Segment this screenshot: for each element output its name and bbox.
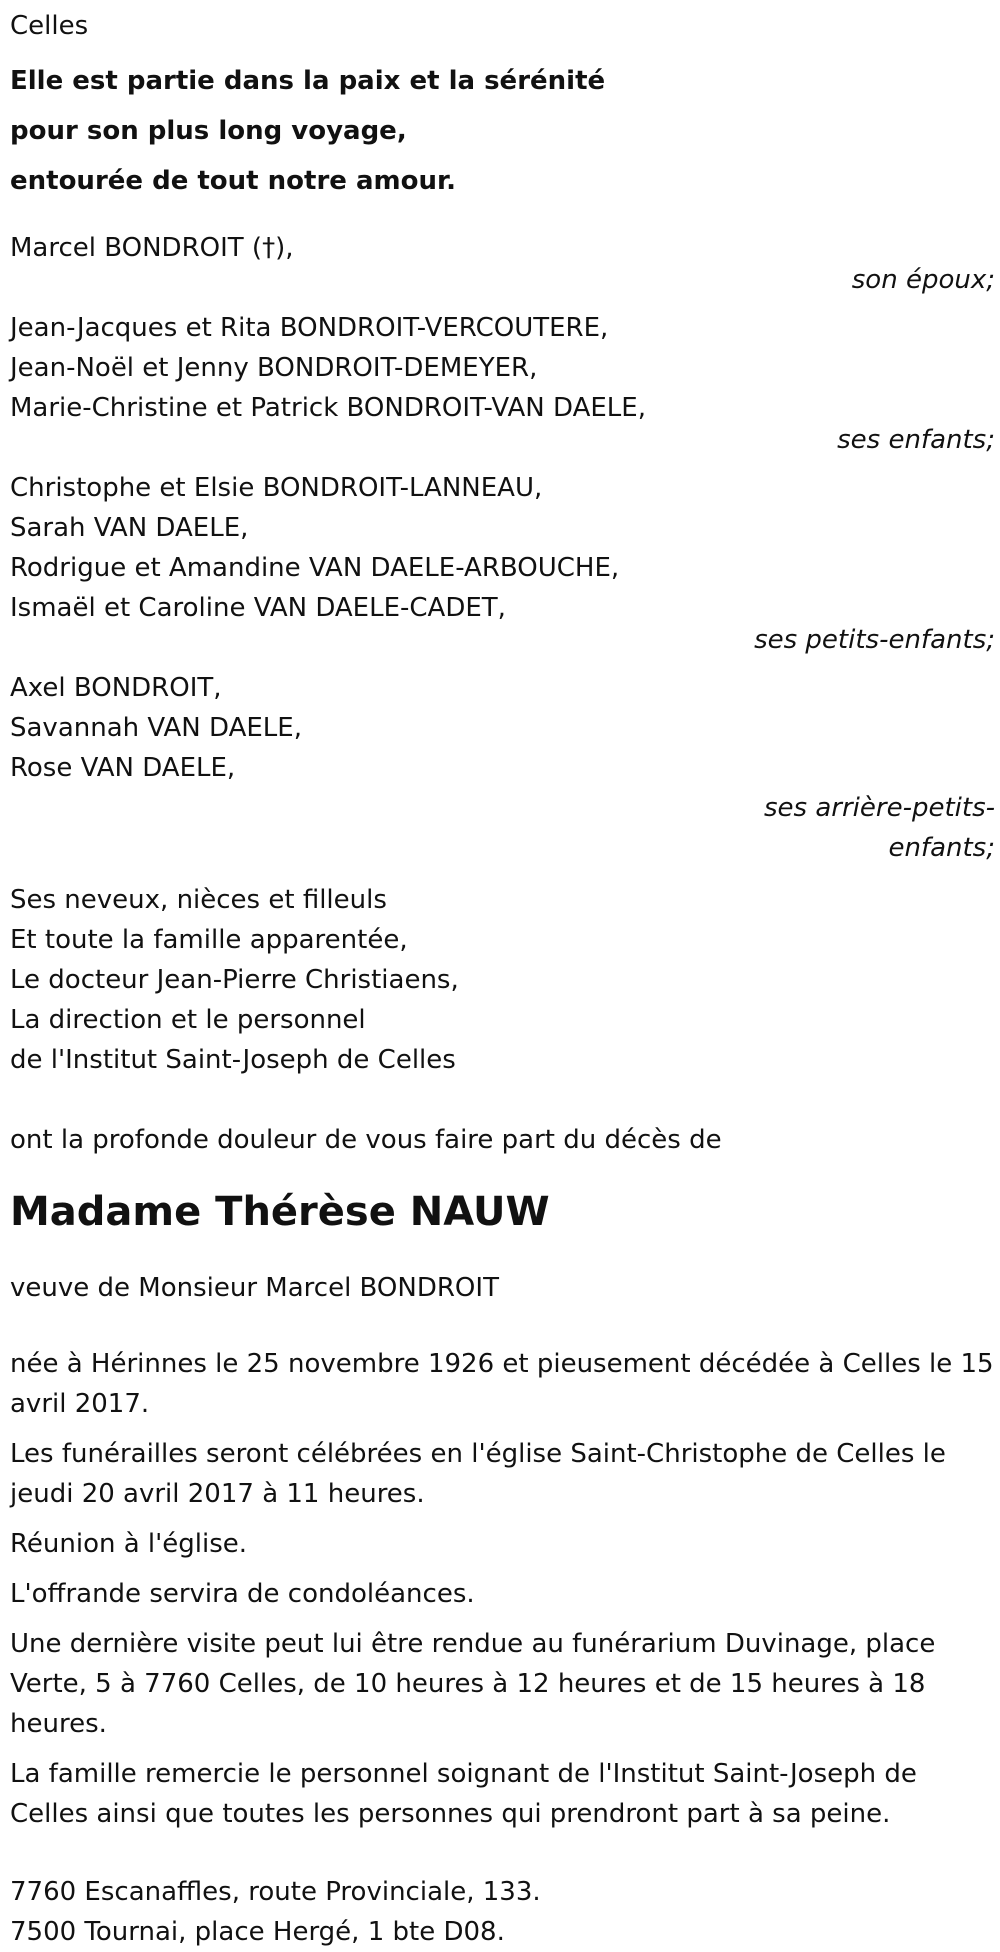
family-name: Marcel BONDROIT (†),: [10, 233, 294, 263]
address-line: 7760 Escanaffles, route Provinciale, 133.: [10, 1877, 541, 1907]
family-name: Rodrigue et Amandine VAN DAELE-ARBOUCHE,: [10, 553, 620, 583]
deceased-name: Madame Thérèse NAUW: [10, 1189, 550, 1235]
city-label: Celles: [10, 11, 89, 41]
others-line: La direction et le personnel: [10, 1005, 366, 1035]
family-name: Sarah VAN DAELE,: [10, 513, 249, 543]
quote-line: entourée de tout notre amour.: [10, 166, 456, 196]
others-line: Le docteur Jean-Pierre Christiaens,: [10, 965, 459, 995]
family-role: ses petits-enfants;: [754, 625, 995, 655]
family-name: Marie-Christine et Patrick BONDROIT-VAN DAELE,: [10, 393, 646, 423]
details-block: [10, 1344, 995, 1834]
address-line: 7500 Tournai, place Hergé, 1 bte D08.: [10, 1917, 505, 1947]
others-block: [10, 880, 995, 1080]
quote-line: Elle est partie dans la paix et la sérénité: [10, 66, 606, 96]
widow-of-text: veuve de Monsieur Marcel BONDROIT: [10, 1273, 499, 1303]
family-role: ses arrière-petits-: [764, 793, 995, 823]
family-role: enfants;: [888, 833, 995, 863]
family-name: Jean-Jacques et Rita BONDROIT-VERCOUTERE,: [10, 313, 609, 343]
family-name: Rose VAN DAELE,: [10, 753, 236, 783]
family-name: Axel BONDROIT,: [10, 673, 222, 703]
obituary-content: [10, 6, 995, 1952]
others-line: Ses neveux, nièces et filleuls: [10, 885, 387, 915]
quote-line: pour son plus long voyage,: [10, 116, 407, 146]
family-role: ses enfants;: [837, 425, 995, 455]
family-group-grandchildren: [10, 468, 995, 660]
detail-paragraph: née à Hérinnes le 25 novembre 1926 et pieusement décédée à Celles le 15 avril 2017.: [10, 1349, 994, 1419]
others-line: Et toute la famille apparentée,: [10, 925, 408, 955]
family-name: Savannah VAN DAELE,: [10, 713, 302, 743]
family-role: son époux;: [851, 265, 995, 295]
family-name: Ismaël et Caroline VAN DAELE-CADET,: [10, 593, 506, 623]
detail-paragraph: L'offrande servira de condoléances.: [10, 1579, 475, 1609]
others-line: de l'Institut Saint-Joseph de Celles: [10, 1045, 456, 1075]
detail-paragraph: Une dernière visite peut lui être rendue au funérarium Duvinage, place Verte, 5 à 7760 Celles, de 10 heures à 12 heures et de 15 heures à 18 heures.: [10, 1629, 936, 1739]
family-name: Christophe et Elsie BONDROIT-LANNEAU,: [10, 473, 543, 503]
quote-block: [10, 56, 995, 206]
family-group-great-grandchildren: [10, 668, 995, 868]
detail-paragraph: Réunion à l'église.: [10, 1529, 248, 1559]
family-name: Jean-Noël et Jenny BONDROIT-DEMEYER,: [10, 353, 538, 383]
detail-paragraph: La famille remercie le personnel soignant de l'Institut Saint-Joseph de Celles ainsi que toutes les personnes qui prendront part à sa peine.: [10, 1759, 917, 1829]
family-group-spouse: [10, 228, 995, 300]
address-block: [10, 1872, 995, 1952]
obituary-page: [0, 6, 1000, 1947]
announcement-text: ont la profonde douleur de vous faire part du décès de: [10, 1125, 722, 1155]
family-group-children: [10, 308, 995, 460]
detail-paragraph: Les funérailles seront célébrées en l'église Saint-Christophe de Celles le jeudi 20 avril 2017 à 11 heures.: [10, 1439, 946, 1509]
